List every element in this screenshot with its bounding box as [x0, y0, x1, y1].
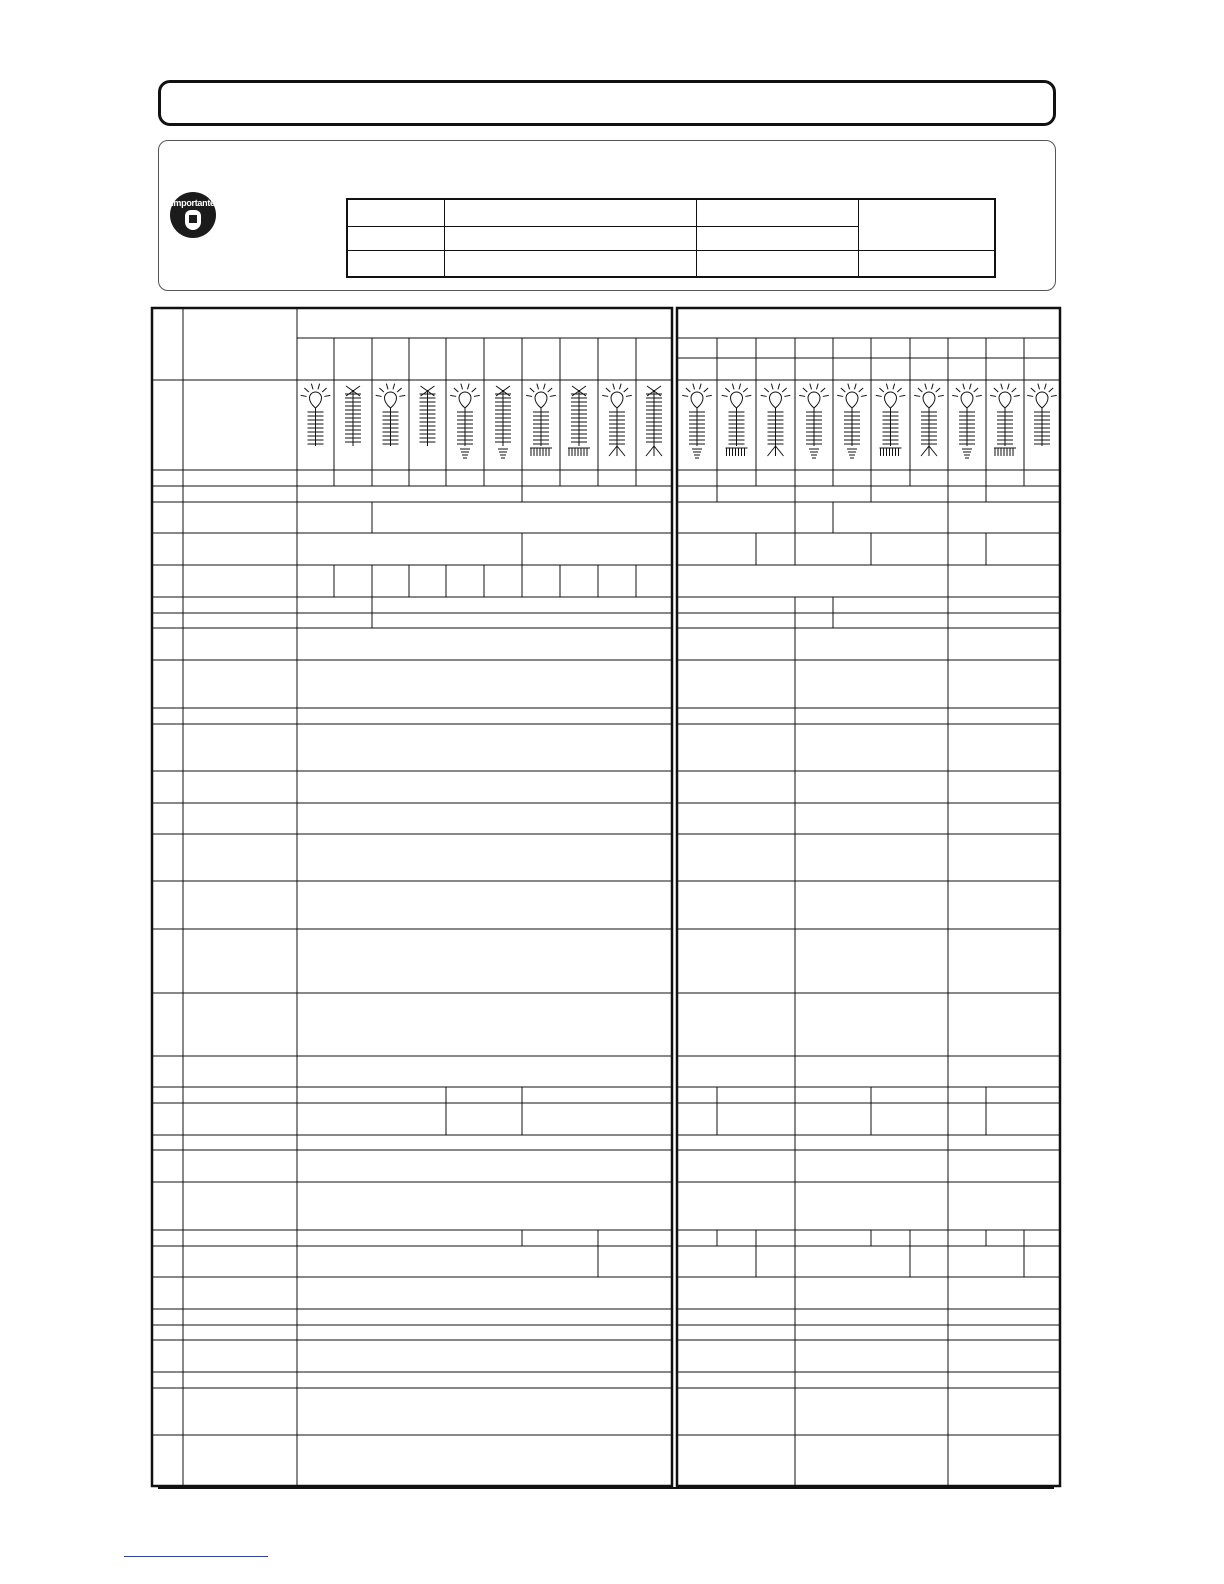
bulb-comb-taper-icon [450, 384, 480, 458]
comb-fork-icon [646, 386, 662, 456]
bulb-comb-fork-icon [761, 384, 791, 456]
comb-brush-icon [568, 386, 590, 456]
bulb-comb-taper-icon [799, 384, 829, 458]
bulb-comb-brush-icon [722, 384, 752, 456]
bulb-comb-brush-icon [876, 384, 906, 456]
comb-taper-icon [495, 386, 511, 458]
comb-icon [420, 386, 436, 446]
footer-link-underline[interactable] [124, 1556, 268, 1557]
bulb-comb-icon [301, 384, 331, 446]
bulb-comb-icon [1027, 384, 1057, 446]
footer-rule [158, 1487, 1054, 1489]
bulb-comb-taper-icon [952, 384, 982, 458]
bulb-comb-fork-icon [914, 384, 944, 456]
bulb-comb-taper-icon [682, 384, 712, 458]
important-badge-label: Importante [171, 198, 215, 208]
bulb-comb-brush-icon [526, 384, 556, 456]
bulb-comb-icon [376, 384, 406, 446]
bulb-comb-fork-icon [602, 384, 632, 456]
bulb-comb-taper-icon [837, 384, 867, 458]
comb-icon [345, 386, 361, 446]
bulb-comb-brush-icon [990, 384, 1020, 456]
